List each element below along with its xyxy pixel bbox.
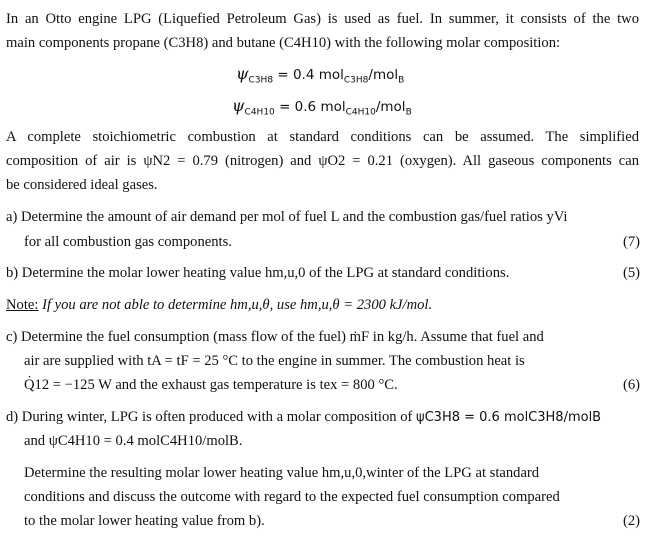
note-label: Note: xyxy=(6,297,39,313)
question-c-line-1: c) Determine the fuel consumption (mass flow of the fuel) ṁF in kg/h. Assume that fuel and xyxy=(6,329,544,345)
question-d-line-4: conditions and discuss the outcome with regard to the expected fuel consumption compared xyxy=(24,489,560,505)
winter-composition-propane: ψC3H8 = 0.6 molC3H8/molB xyxy=(416,410,602,425)
question-b-line-1: b) Determine the molar lower heating value hm,u,0 of the LPG at standard conditions. xyxy=(6,265,510,281)
question-d-line-2: and ψC4H10 = 0.4 molC4H10/molB. xyxy=(24,433,243,449)
question-d-line-5: to the molar lower heating value from b). xyxy=(24,513,265,529)
question-d-marks: (2) xyxy=(622,513,640,529)
intro-line-2: main components propane (C3H8) and butane (C4H10) with the following molar composition: xyxy=(6,35,561,51)
question-a-line-2: for all combustion gas components. xyxy=(24,234,232,250)
composition-equation-butane: $\psi_{C4H10} = 0.6$ mol$_{C4H10}$/mol$_B$ xyxy=(232,96,412,118)
question-c-line-3: Q̇12 = −125 W and the exhaust gas temperature is tex = 800 °C. xyxy=(24,377,398,393)
assumption-line-1: A complete stoichiometric combustion at standard conditions can be assumed. The simplified xyxy=(6,129,639,145)
question-b-marks: (5) xyxy=(622,265,640,281)
composition-equation-propane: $\psi_{C3H8} = 0.4$ mol$_{C3H8}$/mol$_B$ xyxy=(236,64,405,86)
intro-line-1: In an Otto engine LPG (Liquefied Petroleum Gas) is used as fuel. In summer, it consists of the two xyxy=(6,11,639,27)
assumption-line-3: be considered ideal gases. xyxy=(6,177,158,193)
note-text: If you are not able to determine hm,u,θ, use hm,u,θ = 2300 kJ/mol. xyxy=(38,297,433,313)
question-b-note xyxy=(6,296,432,314)
question-a-line-1: a) Determine the amount of air demand per mol of fuel L and the combustion gas/fuel ratios yVi xyxy=(6,209,568,225)
question-d-line-1: d) During winter, LPG is often produced with a molar composition of ψC3H8 = 0.6 molC3H8/molB xyxy=(6,409,602,425)
question-c-marks: (6) xyxy=(622,377,640,393)
question-c-line-2: air are supplied with tA = tF = 25 °C to the engine in summer. The combustion heat is xyxy=(24,353,525,369)
question-d-line-3: Determine the resulting molar lower heating value hm,u,0,winter of the LPG at standard xyxy=(24,465,540,481)
question-a-marks: (7) xyxy=(622,234,640,250)
assumption-line-2: composition of air is ψN2 = 0.79 (nitrogen) and ψO2 = 0.21 (oxygen). All gaseous components can xyxy=(6,153,639,169)
